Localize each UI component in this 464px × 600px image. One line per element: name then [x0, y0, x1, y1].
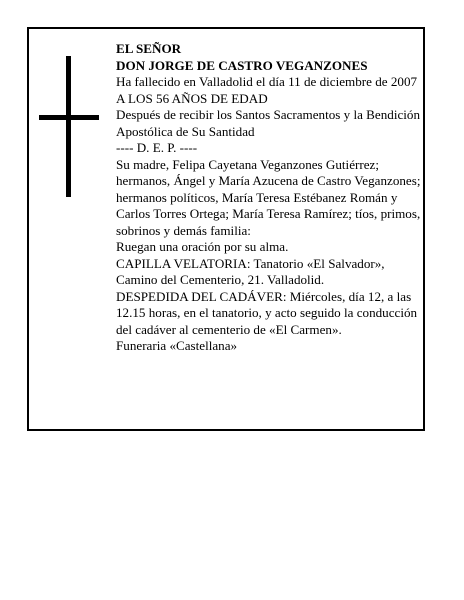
notice-body [116, 41, 422, 355]
sacraments-statement: Después de recibir los Santos Sacramentos y la Bendición Apostólica de Su Santidad [116, 107, 420, 139]
age-statement: A LOS 56 AÑOS DE EDAD [116, 90, 268, 106]
cross-vertical-bar [66, 56, 71, 197]
prayer-request: Ruegan una oración por su alma. [116, 239, 289, 254]
rip-line: ---- D. E. P. ---- [116, 140, 198, 155]
cross-icon [39, 56, 99, 197]
cross-horizontal-bar [39, 115, 99, 120]
notice-title-line-1: EL SEÑOR [116, 41, 182, 56]
funeral-home: Funeraria «Castellana» [116, 338, 238, 353]
death-statement: Ha fallecido en Valladolid el día 11 de diciembre de 2007 [116, 74, 418, 89]
family-list: Su madre, Felipa Cayetana Veganzones Gutiérrez; hermanos, Ángel y María Azucena de Castro Veganzones; hermanos políticos, María Teresa Estébanez Román y Carlos Torres Ortega; María Teresa Ramírez; tíos, primos, sobrinos y demás familia: [116, 156, 421, 238]
chapel-info: CAPILLA VELATORIA: Tanatorio «El Salvador», Camino del Cementerio, 21. Valladolid. [116, 255, 385, 287]
obituary-notice [27, 27, 425, 431]
deceased-name: DON JORGE DE CASTRO VEGANZONES [116, 57, 368, 73]
farewell-info: DESPEDIDA DEL CADÁVER: Miércoles, día 12, a las 12.15 horas, en el tanatorio, y acto seguido la conducción del cadáver al cementerio de «El Carmen». [116, 288, 418, 337]
